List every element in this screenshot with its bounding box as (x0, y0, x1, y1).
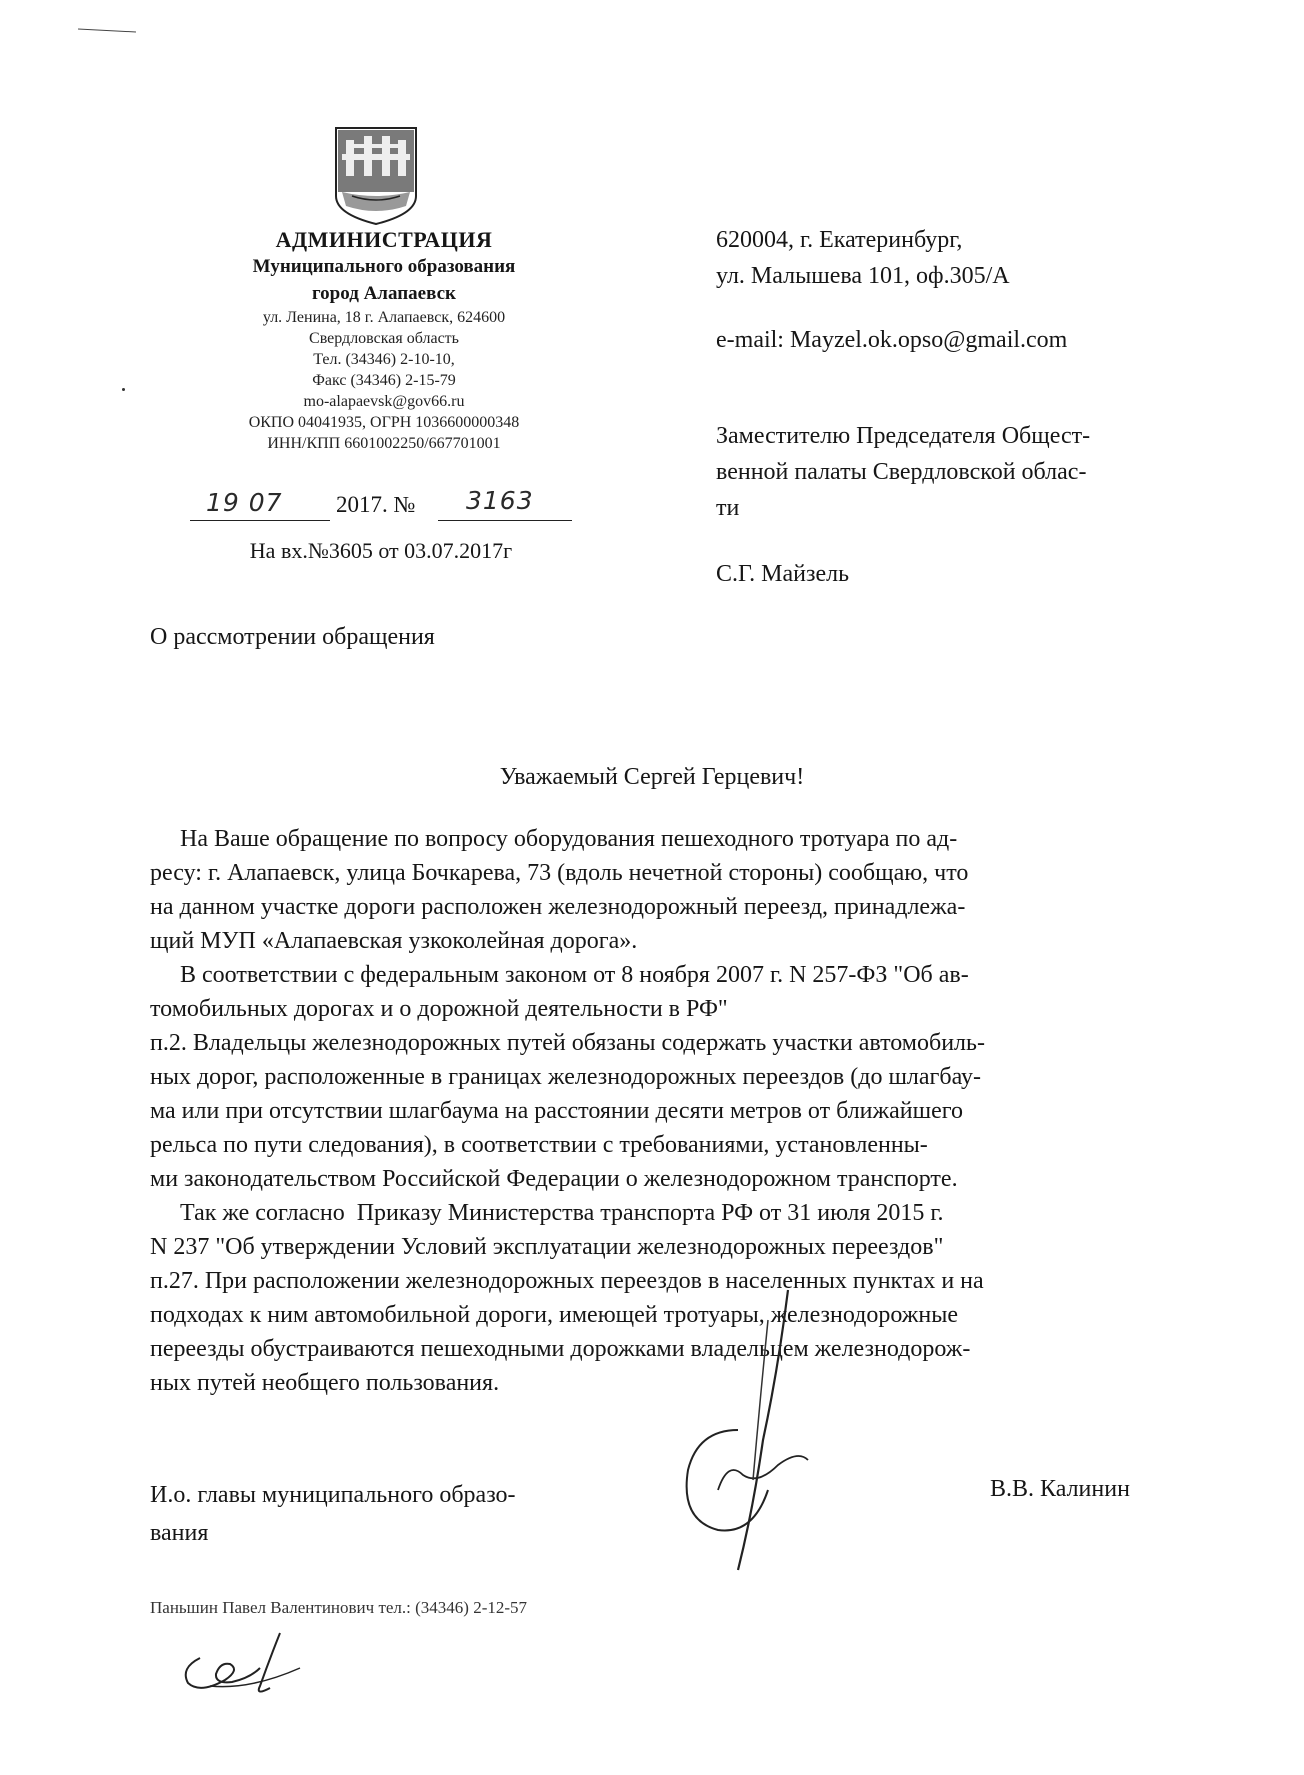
signer-name: В.В. Калинин (990, 1476, 1130, 1502)
sender-region: Свердловская область (309, 330, 459, 347)
registration-year-label: 2017. № (336, 492, 416, 517)
signer-position (150, 1476, 516, 1552)
paragraph-line: Так же согласно Приказу Министерства транспорта РФ от 31 июля 2015 г. (150, 1200, 944, 1226)
signer-position-line-2: вания (150, 1520, 209, 1546)
handwritten-initials-icon (170, 1628, 320, 1698)
registration-number-field (438, 486, 572, 521)
greeting: Уважаемый Сергей Герцевич! (499, 764, 805, 790)
paragraph-3 (150, 1196, 1150, 1400)
registration-number: 3163 (466, 486, 534, 515)
paragraph-line: ных путей необщего пользования. (150, 1370, 500, 1396)
recipient-email: e-mail: Mayzel.ok.opso@gmail.com (716, 327, 1068, 353)
sender-phone: Тел. (34346) 2-10-10, (313, 351, 455, 368)
registration-date: 19 07 (206, 488, 283, 517)
letter-subject: О рассмотрении обращения (150, 624, 435, 650)
paragraph-line: п.2. Владельцы железнодорожных путей обязаны содержать участки автомобиль- (150, 1030, 985, 1056)
paragraph-line: ми законодательством Российской Федерации о железнодорожном транспорте. (150, 1166, 958, 1192)
paragraph-line: п.27. При расположении железнодорожных переездов в населенных пунктах и на (150, 1268, 984, 1294)
org-line-3: город Алапаевск (312, 283, 456, 304)
paragraph-line: В соответствии с федеральным законом от 8 ноября 2007 г. N 257-ФЗ "Об ав- (150, 962, 969, 988)
paragraph-line: томобильных дорогах и о дорожной деятельности в РФ" (150, 996, 728, 1022)
sender-fax: Факс (34346) 2-15-79 (312, 372, 456, 389)
registration-line (190, 486, 572, 526)
incoming-reference: На вх.№3605 от 03.07.2017г (249, 538, 513, 563)
recipient-title-3: ти (716, 495, 740, 521)
contact-line: Паньшин Павел Валентинович тел.: (34346) 2-12-57 (150, 1598, 528, 1617)
paragraph-line: На Ваше обращение по вопросу оборудования пешеходного тротуара по ад- (150, 826, 958, 852)
paragraph-line: ма или при отсутствии шлагбаума на расстоянии десяти метров от ближайшего (150, 1098, 963, 1124)
scan-artifact-dot (122, 388, 125, 391)
recipient-name: С.Г. Майзель (716, 561, 850, 587)
handwritten-signature-icon (668, 1280, 818, 1580)
paragraph-line: ресу: г. Алапаевск, улица Бочкарева, 73 (вдоль нечетной стороны) сообщаю, что (150, 860, 969, 886)
registration-date-field (190, 486, 330, 521)
coat-of-arms-icon (332, 126, 420, 226)
org-line-2: Муниципального образования (252, 256, 516, 277)
scan-artifact-line (78, 28, 136, 32)
sender-block (180, 226, 588, 454)
recipient-postal-2: ул. Малышева 101, оф.305/А (716, 263, 1010, 289)
paragraph-line: рельса по пути следования), в соответствии с требованиями, установленны- (150, 1132, 928, 1158)
paragraph-line: подходах к ним автомобильной дороги, имеющей тротуары, железнодорожные (150, 1302, 958, 1328)
sender-email: mo-alapaevsk@gov66.ru (303, 393, 465, 410)
sender-address: ул. Ленина, 18 г. Алапаевск, 624600 (262, 309, 506, 326)
signer-position-line-1: И.о. главы муниципального образо- (150, 1482, 516, 1508)
paragraph-line: N 237 "Об утверждении Условий эксплуатации железнодорожных переездов" (150, 1234, 944, 1260)
paragraph-line: ных дорог, расположенные в границах железнодорожных переездов (до шлагбау- (150, 1064, 982, 1090)
paragraph-line: на данном участке дороги расположен железнодорожный переезд, принадлежа- (150, 894, 966, 920)
paragraph-1 (150, 822, 1150, 958)
recipient-title-2: венной палаты Свердловской облас- (716, 459, 1087, 485)
recipient-title-1: Заместителю Председателя Общест- (716, 423, 1091, 449)
recipient-postal-1: 620004, г. Екатеринбург, (716, 227, 963, 253)
paragraph-2 (150, 958, 1150, 1196)
sender-okpo: ОКПО 04041935, ОГРН 1036600000348 (248, 414, 520, 431)
paragraph-line: переезды обустраиваются пешеходными дорожками владельцем железнодорож- (150, 1336, 971, 1362)
org-title: АДМИНИСТРАЦИЯ (275, 227, 493, 252)
paragraph-line: щий МУП «Алапаевская узкоколейная дорога». (150, 928, 638, 954)
sender-inn: ИНН/КПП 6601002250/667701001 (267, 435, 501, 452)
